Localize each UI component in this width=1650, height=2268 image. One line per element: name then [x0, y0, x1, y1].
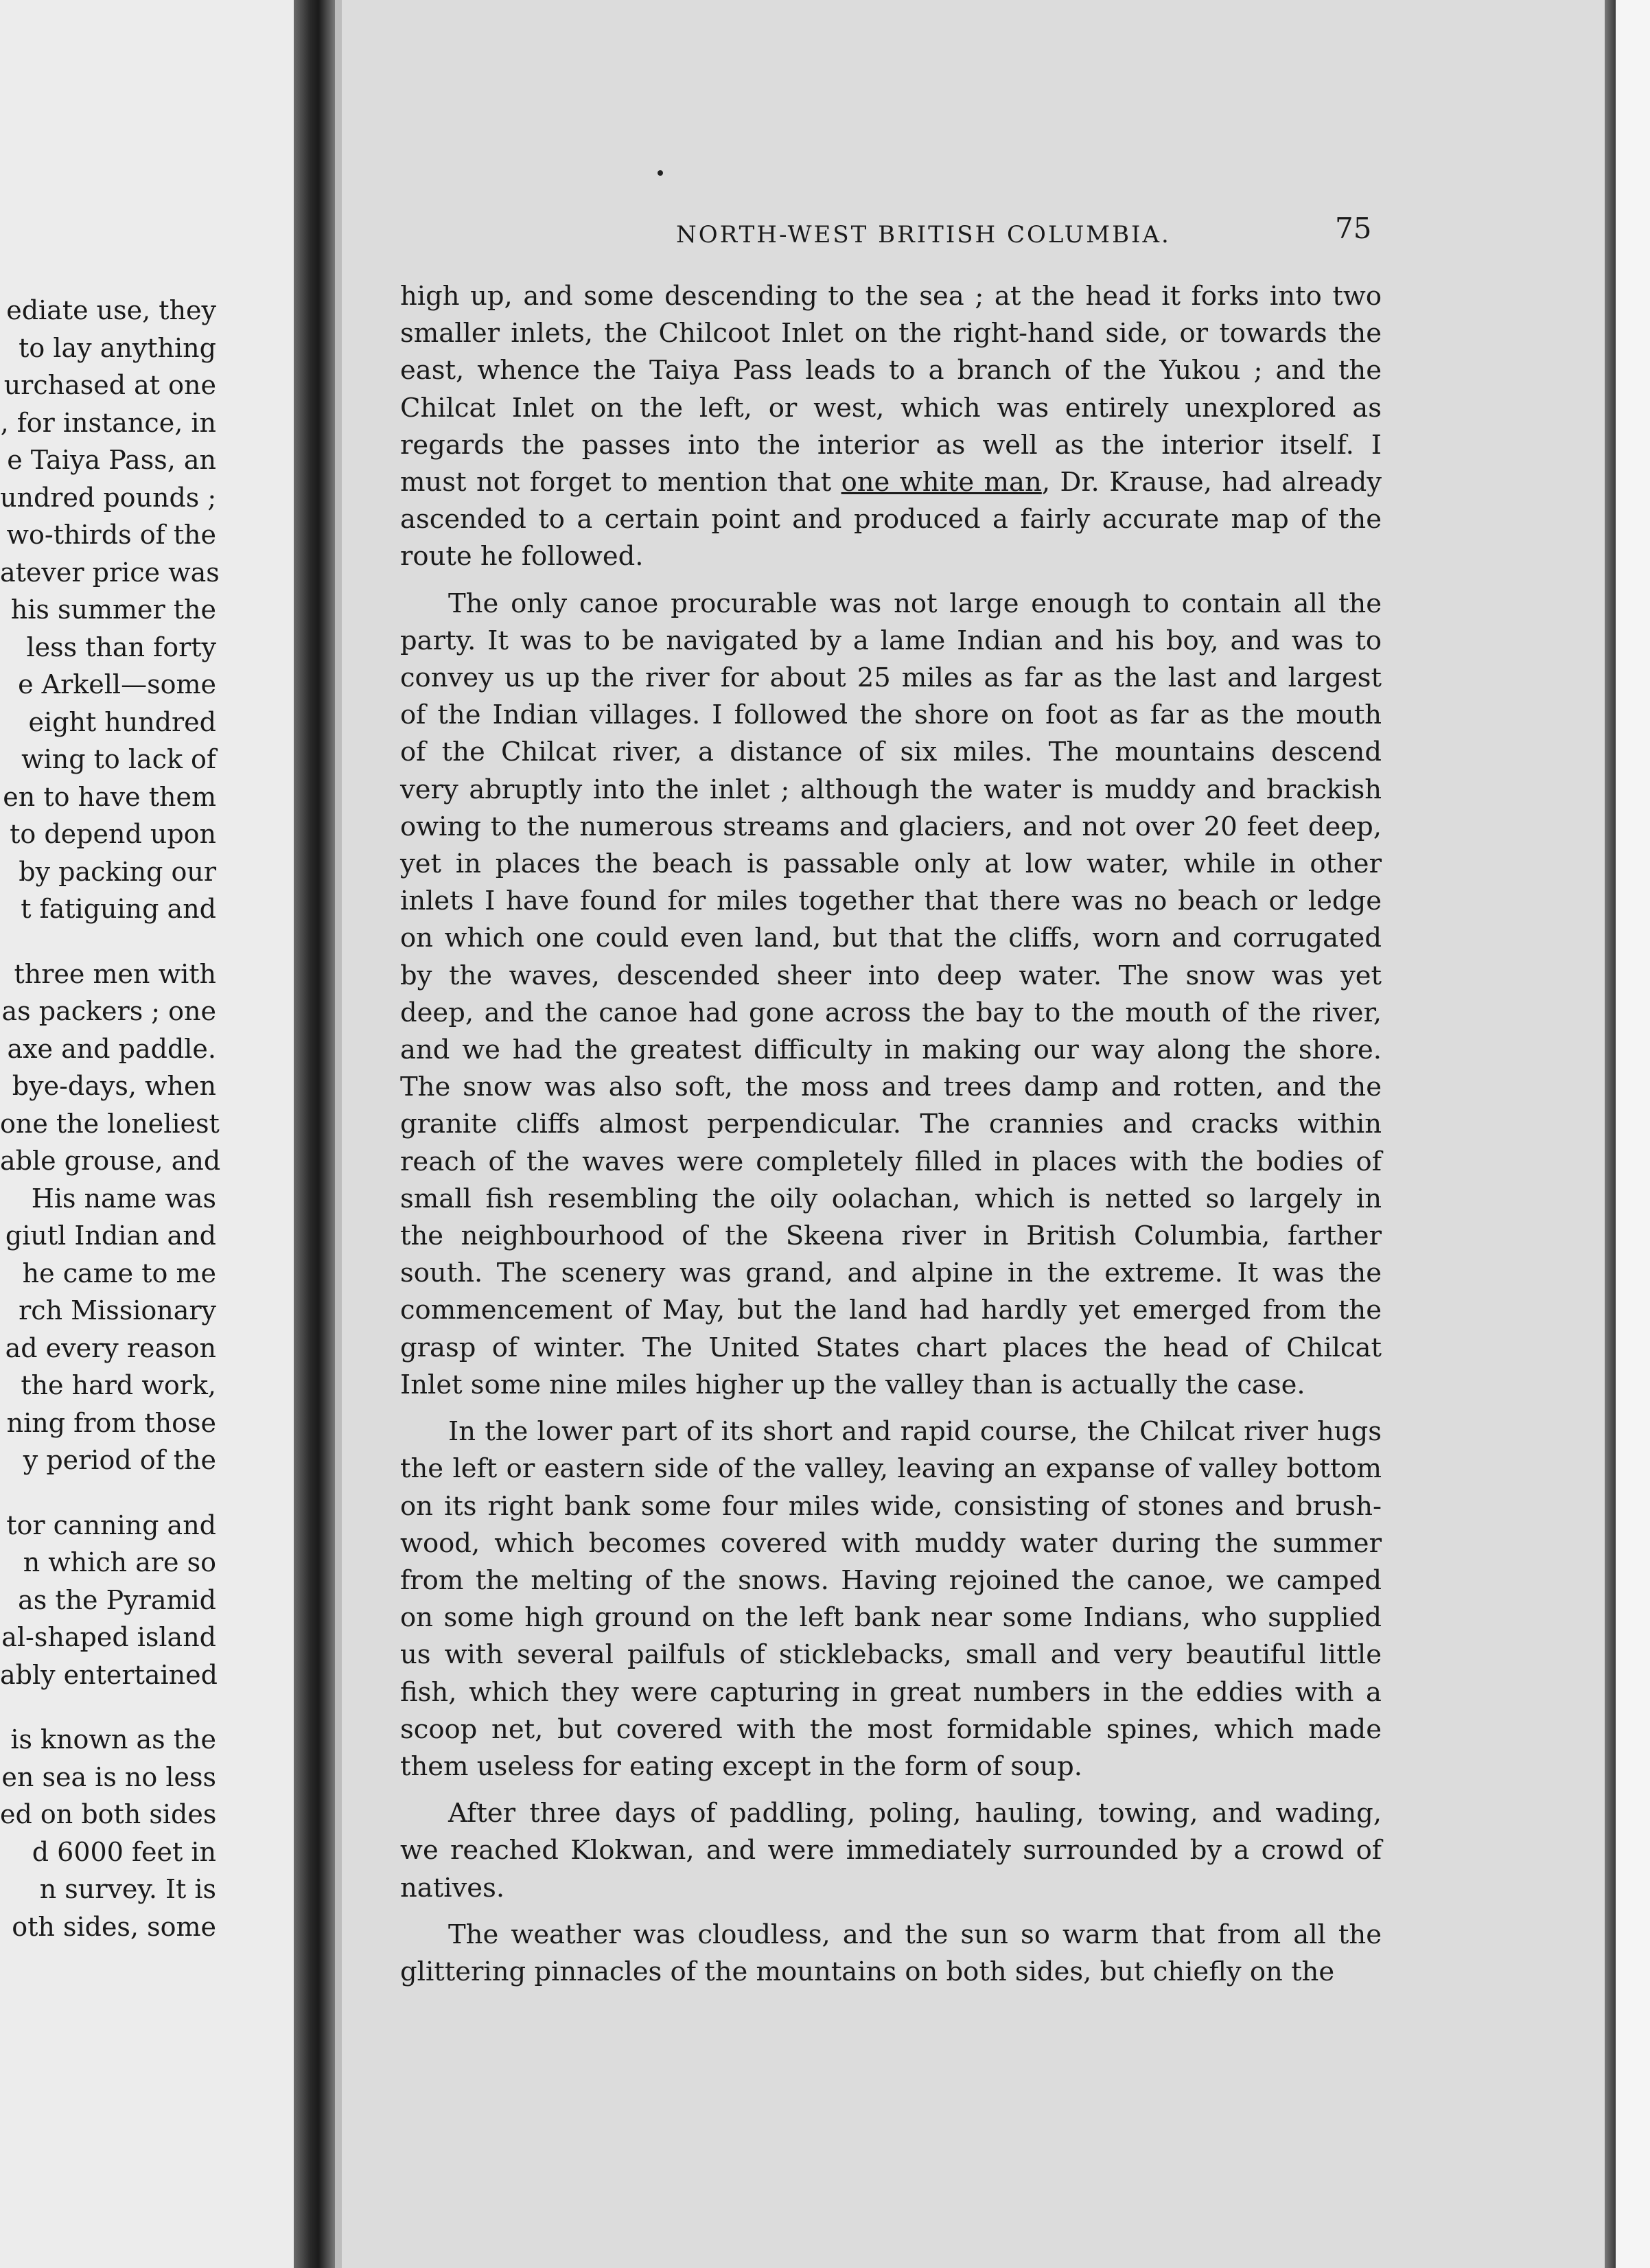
left-page-line: t fatiguing and: [21, 894, 216, 924]
text-line: The snow was also soft, the moss and trees damp and rotten, and the: [400, 1072, 1382, 1103]
left-page-line: undred pounds ;: [0, 482, 217, 513]
running-head: NORTH-WEST BRITISH COLUMBIA.: [676, 221, 1171, 248]
text-line: must not forget to mention that one white man, Dr. Krause, had already: [400, 467, 1382, 498]
left-page-line: his summer the: [10, 594, 216, 625]
left-page-line: three men with: [14, 958, 216, 989]
left-page-line: e Taiya Pass, an: [7, 445, 216, 475]
left-page-line: His name was: [31, 1183, 216, 1214]
left-page-line: to depend upon: [10, 819, 216, 849]
paragraph: [400, 1795, 1382, 1907]
text-line: ascended to a certain point and produced a fairly accurate map of the: [400, 504, 1382, 535]
text-line: Inlet some nine miles higher up the valley than is actually the case.: [400, 1369, 1305, 1400]
text-line: glittering pinnacles of the mountains on both sides, but chiefly on the: [400, 1956, 1335, 1987]
page-edge-shadow: [1605, 0, 1616, 2268]
text-line: of the Indian villages. I followed the shore on foot as far as the mouth: [400, 699, 1382, 731]
text-line: very abruptly into the inlet ; although the water is muddy and brackish: [400, 774, 1382, 805]
left-page-line: tor canning and: [6, 1509, 216, 1540]
left-page-line: ning from those: [6, 1407, 216, 1438]
book-gutter: [294, 0, 335, 2268]
text-line: The only canoe procurable was not large enough to contain all the: [448, 588, 1382, 619]
text-line: owing to the numerous streams and glaciers, and not over 20 feet deep,: [400, 811, 1382, 842]
text-line: smaller inlets, the Chilcoot Inlet on the right-hand side, or towards the: [400, 318, 1382, 349]
left-page-text: [0, 292, 221, 1945]
left-page-line: e Arkell—some: [18, 669, 216, 699]
text-line: commencement of May, but the land had hardly yet emerged from the: [400, 1295, 1382, 1326]
left-page-gap: [0, 1693, 216, 1721]
left-page-line: to lay anything: [19, 332, 216, 363]
left-page-line: giutl Indian and: [5, 1220, 216, 1251]
left-page-line: ably entertained: [0, 1659, 218, 1690]
page-number: 75: [1335, 211, 1372, 245]
text-line: us with several pailfuls of sticklebacks, small and very beautiful little: [400, 1639, 1382, 1671]
text-line: party. It was to be navigated by a lame Indian and his boy, and was to: [400, 625, 1382, 656]
text-line: In the lower part of its short and rapid course, the Chilcat river hugs: [448, 1416, 1382, 1448]
text-line: granite cliffs almost perpendicular. The crannies and cracks within: [400, 1109, 1382, 1140]
left-page-line: by packing our: [19, 856, 216, 887]
left-page-line: wing to lack of: [21, 744, 216, 774]
body-text: [400, 278, 1382, 1991]
speck: [658, 170, 663, 176]
text-line: of the Chilcat river, a distance of six miles. The mountains descend: [400, 737, 1382, 768]
text-line: The weather was cloudless, and the sun so warm that from all the: [448, 1919, 1382, 1950]
text-line: them useless for eating except in the form of soup.: [400, 1750, 1082, 1782]
text-line: route he followed.: [400, 541, 644, 572]
text-line: on some high ground on the left bank near some Indians, who supplied: [400, 1602, 1382, 1634]
text-line: small fish resembling the oily oolachan, which is netted so largely in: [400, 1183, 1382, 1214]
text-line: grasp of winter. The United States chart places the head of Chilcat: [400, 1332, 1382, 1363]
text-line: the left or eastern side of the valley, leaving an expanse of valley bottom: [400, 1453, 1382, 1485]
text-line: by the waves, descended sheer into deep water. The snow was yet: [400, 960, 1382, 991]
left-page-line: ediate use, they: [6, 295, 216, 325]
text-line: natives.: [400, 1872, 505, 1903]
text-line: we reached Klokwan, and were immediately surrounded by a crowd of: [400, 1835, 1382, 1866]
text-line: on which one could even land, but that the cliffs, worn and corrugated: [400, 923, 1382, 954]
paragraph: [400, 1413, 1382, 1785]
left-page-line: , for instance, in: [0, 407, 216, 438]
left-page-line: urchased at one: [3, 370, 216, 400]
outer-margin: [1616, 0, 1650, 2268]
text-line: convey us up the river for about 25 miles as far as the last and largest: [400, 662, 1382, 694]
gutter-edge: [335, 0, 342, 2268]
text-line: scoop net, but covered with the most formidable spines, which made: [400, 1713, 1382, 1745]
left-page-gap: [0, 1479, 216, 1507]
left-page-line: rch Missionary: [19, 1295, 216, 1326]
left-page-line: oth sides, some: [12, 1911, 216, 1942]
text-line: south. The scenery was grand, and alpine in the extreme. It was the: [400, 1258, 1382, 1289]
left-page-line: wo-thirds of the: [6, 520, 216, 550]
text-line: yet in places the beach is passable only at low water, while in other: [400, 848, 1382, 880]
left-page-line: less than forty: [26, 632, 216, 662]
left-page-line: the hard work,: [21, 1370, 216, 1400]
left-page-line: able grouse, and: [0, 1146, 221, 1176]
left-page-line: eight hundred: [28, 706, 216, 737]
left-page-line: al-shaped island: [1, 1622, 216, 1652]
text-line: wood, which becomes covered with muddy water during the summer: [400, 1527, 1382, 1559]
text-line: high up, and some descending to the sea ; at the head it forks into two: [400, 281, 1382, 312]
left-page-line: bye-days, when: [12, 1071, 216, 1101]
text-line: the neighbourhood of the Skeena river in British Columbia, farther: [400, 1220, 1382, 1252]
text-line: from the melting of the snows. Having rejoined the canoe, we camped: [400, 1564, 1382, 1596]
left-page-line: ed on both sides: [0, 1799, 217, 1829]
left-page-line: n which are so: [23, 1547, 216, 1577]
text-line: on its right bank some four miles wide, consisting of stones and brush-: [400, 1490, 1382, 1522]
text-line: regards the passes into the interior as well as the interior itself. I: [400, 429, 1382, 461]
left-page-line: en sea is no less: [1, 1761, 216, 1792]
left-page-line: is known as the: [10, 1724, 216, 1755]
left-page-line: y period of the: [23, 1445, 216, 1475]
text-line: reach of the waves were completely filled in places with the bodies of: [400, 1146, 1382, 1177]
text-line: east, whence the Taiya Pass leads to a branch of the Yukou ; and the: [400, 355, 1382, 386]
left-page-line: as packers ; one: [1, 996, 216, 1026]
left-page-line: n survey. It is: [39, 1874, 216, 1904]
left-page-line: en to have them: [3, 781, 216, 812]
text-line: After three days of paddling, poling, hauling, towing, and wading,: [448, 1798, 1382, 1829]
left-page-line: axe and paddle.: [7, 1033, 216, 1064]
text-line: inlets I have found for miles together that there was no beach or ledge: [400, 886, 1382, 917]
left-facing-page: [0, 0, 295, 2268]
text-line: deep, and the canoe had gone across the bay to the mouth of the river,: [400, 997, 1382, 1028]
text-line: and we had the greatest difficulty in making our way along the shore.: [400, 1034, 1382, 1066]
text-line: Chilcat Inlet on the left, or west, which was entirely unexplored as: [400, 392, 1382, 424]
left-page-gap: [0, 928, 216, 956]
left-page-line: one the loneliest: [0, 1108, 220, 1139]
left-page-line: he came to me: [22, 1258, 216, 1288]
left-page-line: d 6000 feet in: [32, 1836, 216, 1867]
left-page-line: ad every reason: [5, 1332, 216, 1363]
paragraph: [400, 1917, 1382, 1991]
paragraph: [400, 278, 1382, 576]
text-line: fish, which they were capturing in great numbers in the eddies with a: [400, 1676, 1382, 1708]
left-page-line: as the Pyramid: [18, 1584, 216, 1615]
paragraph: [400, 586, 1382, 1404]
left-page-line: atever price was: [0, 557, 220, 588]
